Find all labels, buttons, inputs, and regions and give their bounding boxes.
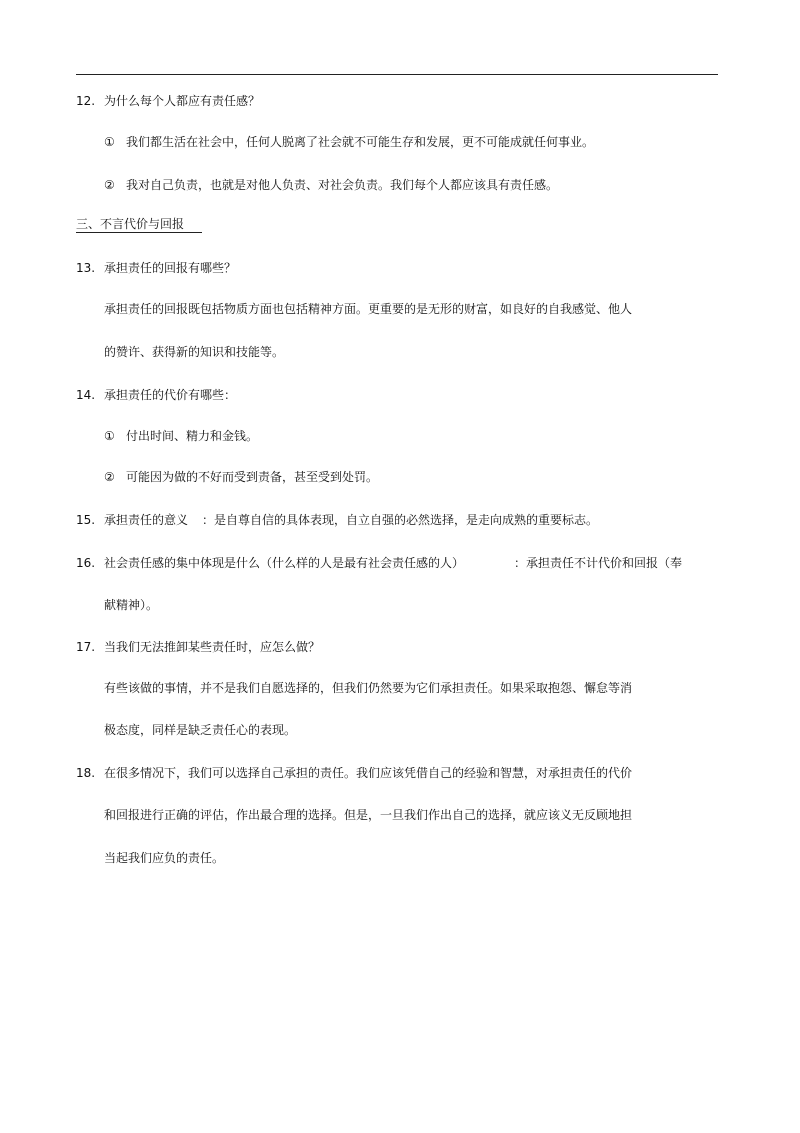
q18-line-3: 当起我们应负的责任。 <box>104 851 225 865</box>
q14-answer-2 <box>104 469 378 485</box>
section-title: 三、不言代价与回报 <box>76 217 185 231</box>
answer-marker: ② <box>104 178 115 192</box>
section-title-underline <box>76 232 202 233</box>
answer-text: 付出时间、精力和金钱。 <box>126 429 259 443</box>
question-number: 14. <box>76 388 96 402</box>
q18-line-2: 和回报进行正确的评估，作出最合理的选择。但是，一旦我们作出自己的选择，就应该义无反顾地担 <box>104 808 633 822</box>
paragraph-text: 在很多情况下，我们可以选择自己承担的责任。我们应该凭借自己的经验和智慧，对承担责任的代价 <box>104 766 633 780</box>
question-number: 16. <box>76 556 96 570</box>
answer-marker: ① <box>104 135 115 149</box>
answer-text: ：是自尊自信的具体表现，自立自强的必然选择，是走向成熟的重要标志。 <box>202 513 599 527</box>
question-number: 12. <box>76 94 96 108</box>
q14-answer-1 <box>104 428 258 444</box>
q13-answer-line-2: 的赞许、获得新的知识和技能等。 <box>104 345 285 359</box>
q17-answer-line-1: 有些该做的事情，并不是我们自愿选择的，但我们仍然要为它们承担责任。如果采取抱怨、懈怠等消 <box>104 681 633 695</box>
question-text: 承担责任的代价有哪些： <box>104 388 237 402</box>
question-13 <box>76 260 236 276</box>
question-16 <box>76 555 682 571</box>
question-15 <box>76 512 598 528</box>
question-number: 18. <box>76 766 96 780</box>
q16-answer-line-2: 献精神）。 <box>104 598 159 612</box>
q17-answer-line-2: 极态度，同样是缺乏责任心的表现。 <box>104 723 297 737</box>
header-rule <box>76 74 718 75</box>
question-12 <box>76 93 260 109</box>
question-text: 承担责任的意义 <box>104 513 189 527</box>
question-text: 当我们无法推卸某些责任时，应怎么做？ <box>104 640 321 654</box>
answer-marker: ② <box>104 470 115 484</box>
q12-answer-2 <box>104 177 558 193</box>
question-text: 社会责任感的集中体现是什么（什么样的人是最有社会责任感的人） <box>104 556 465 570</box>
answer-text: ：承担责任不计代价和回报（奉 <box>514 556 683 570</box>
answer-marker: ① <box>104 429 115 443</box>
q12-answer-1 <box>104 134 594 150</box>
answer-text: 我对自己负责，也就是对他人负责、对社会负责。我们每个人都应该具有责任感。 <box>126 178 559 192</box>
question-number: 13. <box>76 261 96 275</box>
question-number: 17. <box>76 640 96 654</box>
question-18 <box>76 765 632 781</box>
answer-text: 可能因为做的不好而受到责备，甚至受到处罚。 <box>126 470 379 484</box>
q13-answer-line-1: 承担责任的回报既包括物质方面也包括精神方面。更重要的是无形的财富，如良好的自我感觉、他人 <box>104 302 633 316</box>
question-text: 为什么每个人都应有责任感？ <box>104 94 261 108</box>
answer-text: 我们都生活在社会中，任何人脱离了社会就不可能生存和发展，更不可能成就任何事业。 <box>126 135 595 149</box>
question-number: 15. <box>76 513 96 527</box>
question-text: 承担责任的回报有哪些？ <box>104 261 237 275</box>
question-14 <box>76 387 236 403</box>
question-17 <box>76 639 320 655</box>
